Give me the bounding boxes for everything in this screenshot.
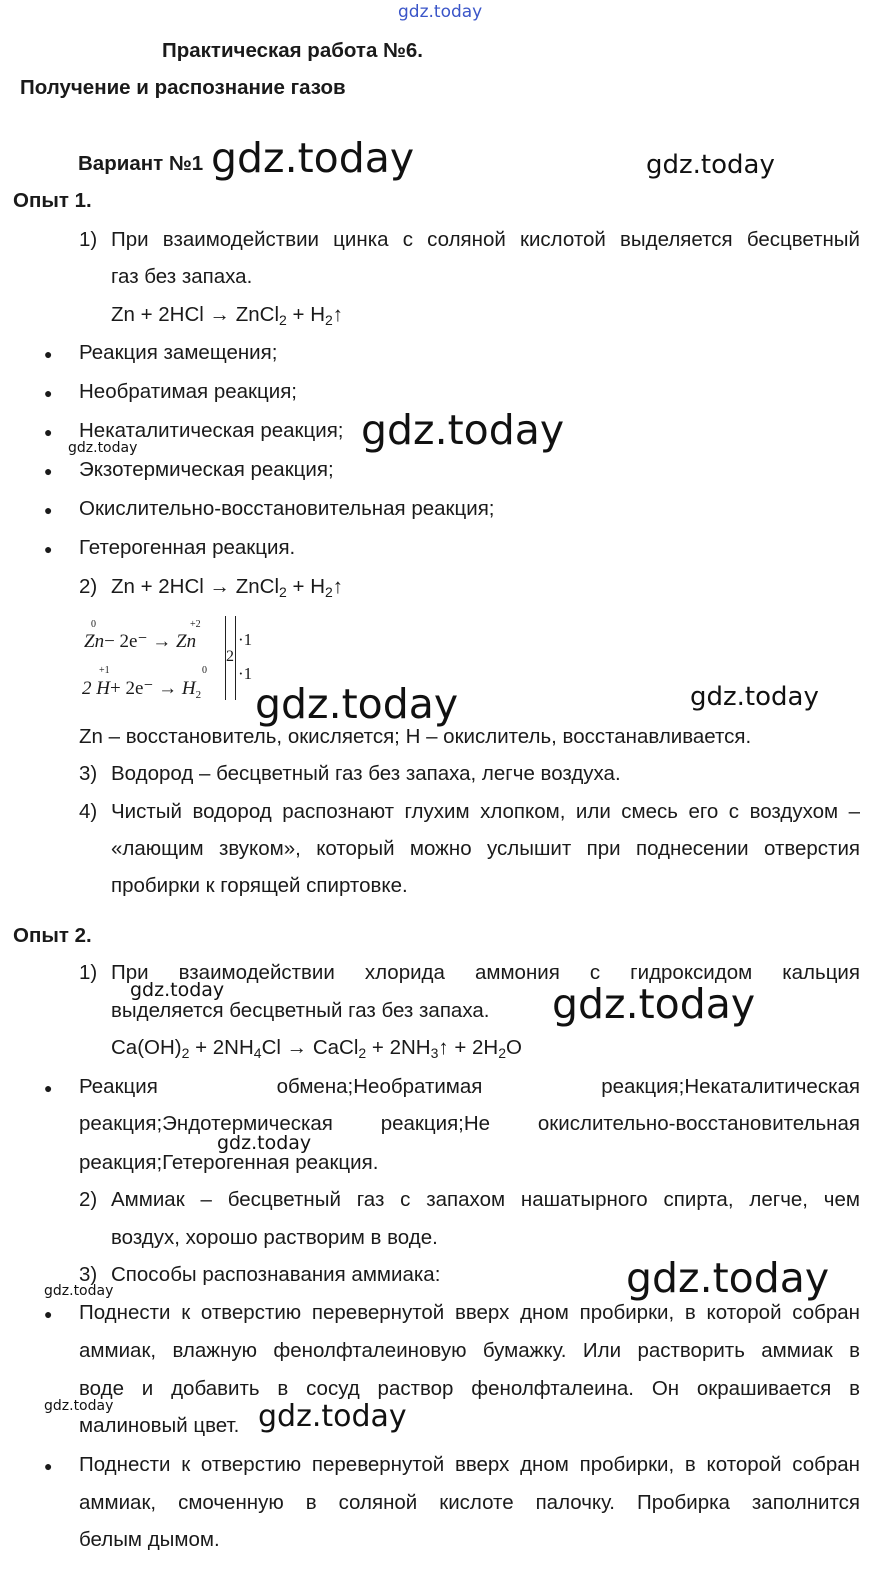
bullet-icon: ● xyxy=(44,1458,53,1474)
half-reaction-h: 2 $H+ 2e^- \to H_2$ xyxy=(82,678,202,701)
watermark: gdz.today xyxy=(255,680,459,728)
exp2-bullet2-line1: Поднести к отверстию перевернутой вверх дном пробирки, в которой собран xyxy=(79,1301,860,1324)
equation-ammonia: $Ca(OH)_2 + 2NH_4Cl$ → CaCl$_2$ + $2NH_3↑ + 2H_2O$ xyxy=(111,1036,522,1061)
list-item: Окислительно-восстановительная реакция; xyxy=(79,497,495,520)
bullet-icon: ● xyxy=(44,1080,53,1096)
exp1-item4-line2: «лающим звуком», который можно услышит при поднесении отверстия xyxy=(111,837,860,860)
coefficient: ·1 xyxy=(238,630,253,649)
list-item: Экзотермическая реакция; xyxy=(79,458,334,481)
watermark: gdz.today xyxy=(258,1399,407,1434)
exp2-bullet3-line2: аммиак, смоченную в соляной кислоте палочку. Пробирка заполнится xyxy=(79,1491,860,1514)
bullet-icon: ● xyxy=(44,385,53,401)
experiment-2-heading: Опыт 2. xyxy=(13,924,92,947)
bullet-icon: ● xyxy=(44,1306,53,1322)
oxidation-state: +1 xyxy=(99,665,110,676)
experiment-1-heading: Опыт 1. xyxy=(13,189,92,212)
exp2-item1-line2: выделяется бесцветный газ без запаха. xyxy=(111,999,490,1022)
watermark: gdz.today xyxy=(646,150,775,180)
watermark: gdz.today xyxy=(44,1283,114,1299)
exp1-item4-line1: Чистый водород распознают глухим хлопком, или смесь его с воздухом – xyxy=(111,800,860,823)
list-number: 4) xyxy=(79,800,98,823)
list-number: 3) xyxy=(79,1263,98,1286)
watermark: gdz.today xyxy=(130,979,225,1001)
list-number: 3) xyxy=(79,762,98,785)
list-item: Реакция замещения; xyxy=(79,341,278,364)
oxidation-state: 0 xyxy=(91,619,96,630)
watermark: gdz.today xyxy=(361,406,565,454)
oxidation-state: +2 xyxy=(190,619,201,630)
list-number: 1) xyxy=(79,961,98,984)
exp2-item2-line1: Аммиак – бесцветный газ с запахом нашатырного спирта, легче, чем xyxy=(111,1188,860,1211)
exp2-item2-line2: воздух, хорошо растворим в воде. xyxy=(111,1226,438,1249)
exp2-bullet1-line3: реакция;Гетерогенная реакция. xyxy=(79,1151,379,1174)
equation-zn-hcl: Zn + 2HCl → ZnCl$_2$ + $H_2↑$ xyxy=(111,575,344,600)
half-reaction-zn: Zn− 2e⁻ → Zn xyxy=(84,631,197,652)
page-subtitle: Получение и распознание газов xyxy=(20,76,346,99)
exp2-bullet3-line3: белым дымом. xyxy=(79,1528,220,1551)
exp2-bullet2-line3: воде и добавить в сосуд раствор фенолфталеина. Он окрашивается в xyxy=(79,1377,860,1400)
watermark: gdz.today xyxy=(44,1398,114,1414)
watermark: gdz.today xyxy=(68,440,138,456)
exp1-item4-line3: пробирки к горящей спиртовке. xyxy=(111,874,408,897)
exp2-item3: Способы распознавания аммиака: xyxy=(111,1263,441,1286)
list-number: 1) xyxy=(79,228,98,251)
equation-zn-hcl: Zn + 2HCl → ZnCl$_2$ + $H_2↑$ xyxy=(111,303,344,328)
bullet-icon: ● xyxy=(44,541,53,557)
watermark: gdz.today xyxy=(211,134,415,182)
oxidation-state: 0 xyxy=(202,665,207,676)
exp1-item3: Водород – бесцветный газ без запаха, легче воздуха. xyxy=(111,762,621,785)
exp2-bullet2-line4: малиновый цвет. xyxy=(79,1414,240,1437)
exp2-bullet1-line2: реакция;Эндотермическая реакция;Не окислительно-восстановительная xyxy=(79,1112,860,1135)
coefficient: ·1 xyxy=(238,664,253,683)
variant-label: Вариант №1 xyxy=(78,152,204,175)
watermark: gdz.today xyxy=(552,980,756,1028)
page-title: Практическая работа №6. xyxy=(162,39,423,62)
watermark: gdz.today xyxy=(217,1132,312,1154)
list-number: 2) xyxy=(79,575,98,598)
divider xyxy=(235,616,236,700)
watermark: gdz.today xyxy=(398,2,483,22)
exp2-bullet2-line2: аммиак, влажную фенолфталеиновую бумажку. Или растворить аммиак в xyxy=(79,1339,860,1362)
bullet-icon: ● xyxy=(44,424,53,440)
list-item: Гетерогенная реакция. xyxy=(79,536,296,559)
bullet-icon: ● xyxy=(44,346,53,362)
exp2-bullet1-line1: Реакция обмена;Необратимая реакция;Некаталитическая xyxy=(79,1075,860,1098)
exp1-item1-line2: газ без запаха. xyxy=(111,265,253,288)
list-number: 2) xyxy=(79,1188,98,1211)
bullet-icon: ● xyxy=(44,502,53,518)
list-item: Некаталитическая реакция; xyxy=(79,419,344,442)
exp2-bullet3-line1: Поднести к отверстию перевернутой вверх дном пробирки, в которой собран xyxy=(79,1453,860,1476)
exp1-item1-line1: При взаимодействии цинка с соляной кислотой выделяется бесцветный xyxy=(111,228,860,251)
electron-count: 2 xyxy=(226,648,234,665)
bullet-icon: ● xyxy=(44,463,53,479)
exp2-item1-line1: При взаимодействии хлорида аммония с гидроксидом кальция xyxy=(111,961,860,984)
watermark: gdz.today xyxy=(626,1254,830,1302)
watermark: gdz.today xyxy=(690,682,819,712)
list-item: Необратимая реакция; xyxy=(79,380,297,403)
redox-roles: Zn – восстановитель, окисляется; H – окислитель, восстанавливается. xyxy=(79,725,752,748)
